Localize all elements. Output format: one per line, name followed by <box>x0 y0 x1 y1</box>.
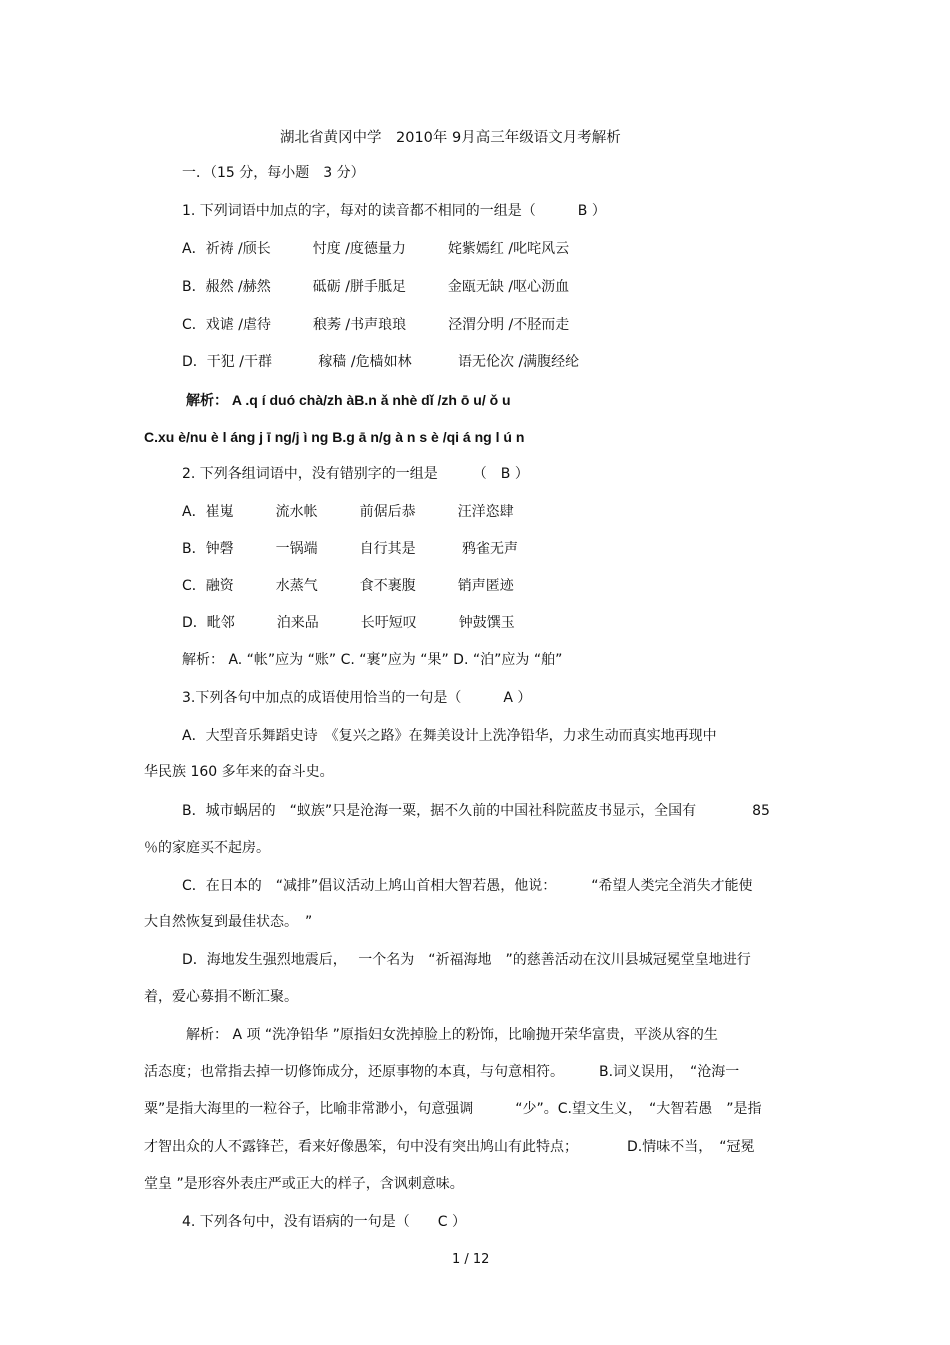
section-heading: 一．（15 分，每小题 3 分） <box>182 165 365 181</box>
question-1-option-a: A．祈祷 /颀长 忖度 /度德量力 姹紫嫣红 /叱咤风云 <box>182 241 570 257</box>
question-1-option-b: B．赧然 /赫然 砥砺 /胼手胝足 金瓯无缺 /呕心沥血 <box>182 279 570 295</box>
question-3-analysis-cont-1: 活态度；也常指去掉一切修饰成分，还原事物的本真，与句意相符。 B.词义误用， “沧海一 <box>144 1064 740 1080</box>
question-1-analysis-cont: C.xu è/nu è l áng j ī ng/j ì ng B.g ā n/g à n s è /qi á ng l ú n <box>144 429 525 445</box>
question-1-analysis: 解析： A .q í duó chà/zh àB.n ǎ nhè dǐ /zh ō u/ ǒ u <box>186 392 511 408</box>
page-number: 1 / 12 <box>452 1252 490 1267</box>
question-3-option-a-cont: 华民族 160 多年来的奋斗史。 <box>144 764 334 780</box>
question-3-option-d: D．海地发生强烈地震后， 一个名为 “祈福海地 ”的慈善活动在汶川县城冠冕堂皇地进行 <box>182 952 751 968</box>
question-2-option-d: D．毗邻 泊来品 长吁短叹 钟鼓馔玉 <box>182 615 515 631</box>
question-2-option-c: C．融资 水蒸气 食不裹腹 销声匿迹 <box>182 578 514 594</box>
question-3-option-a: A．大型音乐舞蹈史诗 《复兴之路》在舞美设计上洗净铅华，力求生动而真实地再现中 <box>182 728 717 744</box>
question-3-analysis: 解析： A 项 “洗净铅华 ”原指妇女洗掉脸上的粉饰，比喻抛开荣华富贵，平淡从容的生 <box>186 1027 718 1043</box>
page-title: 湖北省黄冈中学 2010年 9月高三年级语文月考解析 <box>280 130 621 146</box>
question-2-option-a: A．崔嵬 流水帐 前倨后恭 汪洋恣肆 <box>182 504 514 520</box>
question-3-option-c: C．在日本的 “减排”倡议活动上鸠山首相大智若愚，他说： “希望人类完全消失才能使 <box>182 878 753 894</box>
question-3-analysis-cont-3: 才智出众的人不露锋芒，看来好像愚笨，句中没有突出鸠山有此特点； D.情味不当， “冠冕 <box>144 1139 755 1155</box>
question-1-option-d: D．干犯 /干群 稼穑 /危樯如林 语无伦次 /满腹经纶 <box>182 354 580 370</box>
question-3-option-d-cont: 着，爱心募捐不断汇聚。 <box>144 989 298 1005</box>
question-3-option-c-cont: 大自然恢复到最佳状态。 ” <box>144 914 313 930</box>
question-1-option-c: C．戏谑 /虐待 稂莠 /书声琅琅 泾渭分明 /不胫而走 <box>182 317 570 333</box>
question-3-stem: 3.下列各句中加点的成语使用恰当的一句是（ A ） <box>182 690 532 706</box>
question-3-option-b: B．城市蜗居的 “蚁族”只是沧海一粟，据不久前的中国社科院蓝皮书显示，全国有 85 <box>182 803 770 819</box>
question-2-option-b: B．钟磬 一锅端 自行其是 鸦雀无声 <box>182 541 519 557</box>
question-2-stem: 2. 下列各组词语中，没有错别字的一组是 （ B ） <box>182 466 529 482</box>
question-4-stem: 4. 下列各句中，没有语病的一句是（ C ） <box>182 1214 467 1230</box>
question-1-stem: 1. 下列词语中加点的字，每对的读音都不相同的一组是（ B ） <box>182 203 606 219</box>
question-3-analysis-cont-4: 堂皇 ”是形容外表庄严或正大的样子，含讽刺意味。 <box>144 1176 464 1192</box>
question-3-option-b-cont: ％的家庭买不起房。 <box>144 840 270 856</box>
question-3-analysis-cont-2: 粟”是指大海里的一粒谷子，比喻非常渺小，句意强调 “少”。C.望文生义， “大智若愚 ”是指 <box>144 1101 762 1117</box>
question-2-analysis: 解析： A. “帐”应为 “账” C. “裹”应为 “果” D. “泊”应为 “舶” <box>182 652 563 668</box>
